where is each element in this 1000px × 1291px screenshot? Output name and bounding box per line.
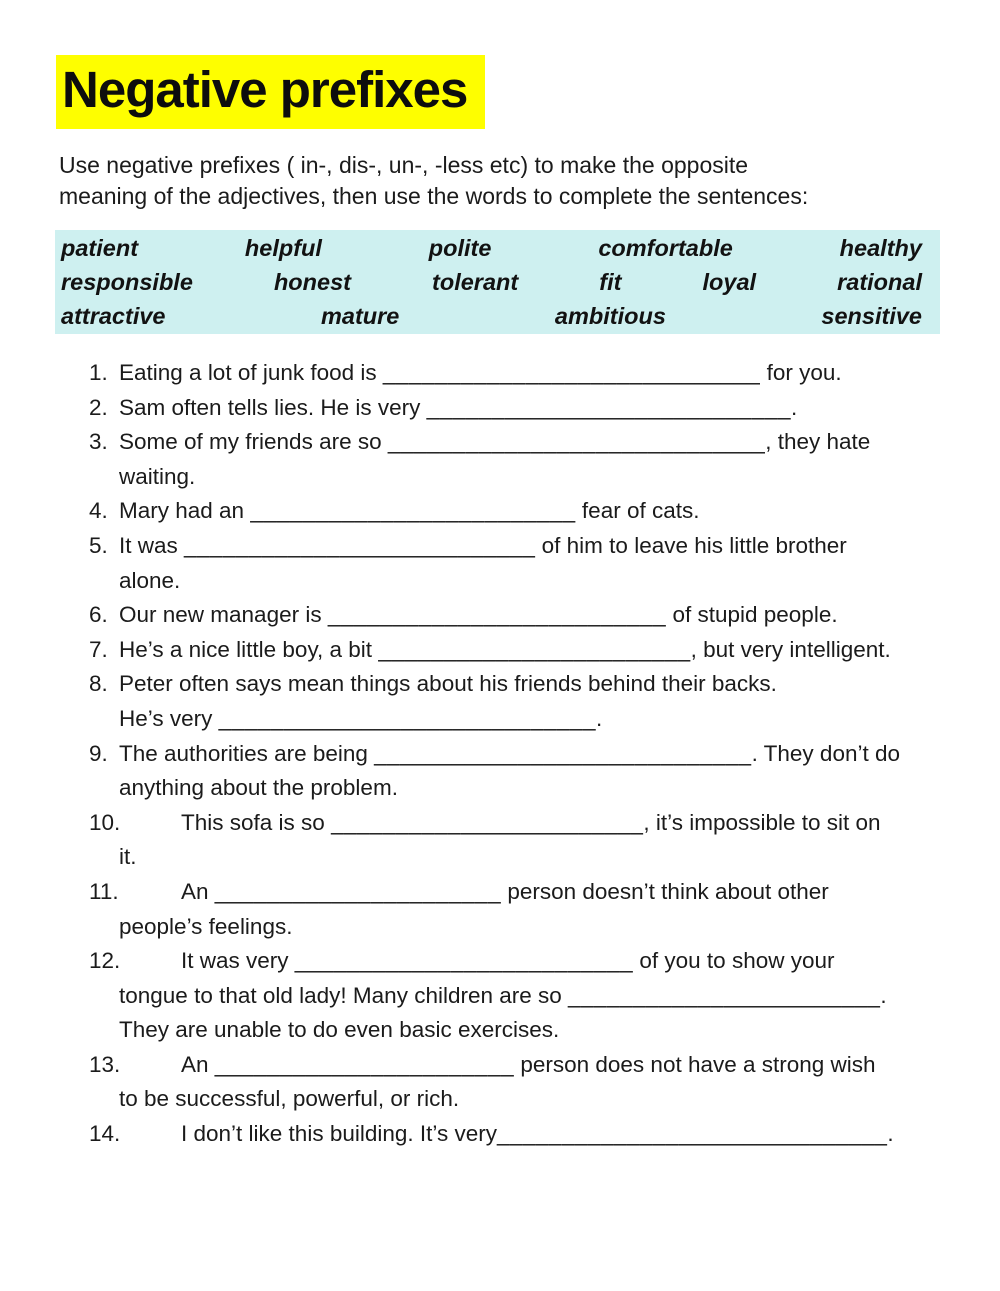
item-sentence-continuation: to be successful, powerful, or rich. [119, 1086, 460, 1112]
instructions [59, 150, 949, 212]
item-number: 7. [89, 636, 108, 662]
item-sentence: Peter often says mean things about his friends behind their backs. [119, 671, 777, 697]
exercise-item-10 [57, 806, 957, 875]
answer-blank[interactable]: _____________________________ [218, 705, 597, 731]
exercise-item-7 [57, 633, 957, 668]
word-bank [55, 230, 940, 334]
item-sentence-continuation: They are unable to do even basic exercises. [119, 1017, 560, 1043]
item-sentence-continuation: tongue to that old lady! Many children are so ________________________. [119, 982, 887, 1008]
word-bank-word: honest [273, 269, 351, 295]
item-sentence: It was ___________________________ of him to leave his little brother [119, 532, 847, 558]
answer-blank[interactable]: _____________________________ [374, 740, 752, 766]
exercise-item-13 [57, 1048, 957, 1117]
item-number: 8. [89, 671, 108, 697]
word-bank-word: comfortable [598, 235, 733, 261]
item-sentence-continuation: it. [119, 844, 137, 870]
item-sentence-continuation: waiting. [119, 463, 196, 489]
word-bank-word: fit [599, 269, 622, 295]
item-number: 10. [89, 809, 121, 835]
word-bank-word: responsible [61, 269, 193, 295]
word-bank-row-1 [61, 231, 922, 265]
answer-blank[interactable]: ___________________________ [184, 532, 536, 558]
exercise-item-12 [57, 944, 957, 1048]
word-bank-word: patient [61, 235, 139, 261]
exercise-item-1 [57, 356, 957, 391]
item-number: 9. [89, 740, 108, 766]
item-number: 4. [89, 498, 108, 524]
item-number: 1. [89, 360, 108, 385]
answer-blank[interactable]: ______________________________ [497, 1121, 888, 1147]
instructions-line-1: Use negative prefixes ( in-, dis-, un-, -less etc) to make the opposite [59, 152, 749, 178]
exercise-item-2 [57, 391, 957, 426]
item-number: 12. [89, 948, 121, 974]
answer-blank[interactable]: ________________________ [331, 809, 644, 835]
item-sentence: The authorities are being _____________________________. They don’t do [119, 740, 900, 766]
exercise-item-6 [57, 598, 957, 633]
word-bank-word: ambitious [554, 303, 666, 329]
item-number: 14. [89, 1121, 121, 1147]
word-bank-word: loyal [702, 269, 757, 295]
item-sentence-continuation: people’s feelings. [119, 913, 293, 939]
exercise-item-11 [57, 875, 957, 944]
exercise-item-4 [57, 494, 957, 529]
exercise-item-8 [57, 667, 957, 736]
item-number: 6. [89, 602, 108, 628]
exercise-item-14 [57, 1117, 957, 1152]
item-sentence: Sam often tells lies. He is very ____________________________. [119, 394, 798, 420]
item-number: 13. [89, 1051, 121, 1077]
item-sentence: I don’t like this building. It’s very______________________________. [181, 1121, 894, 1147]
item-sentence: Our new manager is __________________________ of stupid people. [119, 602, 838, 628]
answer-blank[interactable]: _______________________ [214, 1051, 515, 1077]
item-sentence: It was very __________________________ of you to show your [181, 948, 835, 974]
answer-blank[interactable]: ________________________ [378, 636, 691, 662]
instructions-line-2: meaning of the adjectives, then use the words to complete the sentences: [59, 183, 809, 209]
answer-blank[interactable]: ________________________ [568, 982, 881, 1008]
answer-blank[interactable]: __________________________ [294, 948, 634, 974]
word-bank-word: rational [837, 269, 922, 295]
word-bank-row-3 [61, 299, 922, 333]
item-sentence-continuation: He’s very _____________________________. [119, 705, 603, 731]
item-number: 3. [89, 429, 108, 455]
answer-blank[interactable]: __________________________ [327, 602, 667, 628]
item-sentence: He’s a nice little boy, a bit ________________________, but very intelligent. [119, 636, 891, 662]
word-bank-word: polite [428, 235, 492, 261]
exercise-item-9 [57, 737, 957, 806]
exercise-item-3 [57, 425, 957, 494]
word-bank-word: healthy [839, 235, 922, 261]
answer-blank[interactable]: _________________________ [250, 498, 576, 524]
item-number: 2. [89, 394, 108, 420]
word-bank-word: attractive [61, 303, 166, 329]
item-sentence: Mary had an _________________________ fear of cats. [119, 498, 700, 524]
item-sentence: This sofa is so ________________________, it’s impossible to sit on [181, 809, 881, 835]
answer-blank[interactable]: ______________________ [214, 878, 502, 904]
answer-blank[interactable]: ____________________________ [426, 394, 791, 420]
word-bank-word: mature [321, 303, 400, 329]
item-sentence-continuation: alone. [119, 567, 181, 593]
item-number: 5. [89, 532, 108, 558]
page-title: Negative prefixes [56, 55, 485, 129]
item-number: 11. [89, 878, 119, 904]
item-sentence: Eating a lot of junk food is _____________________________ for you. [119, 360, 842, 385]
answer-blank[interactable]: _____________________________ [387, 429, 766, 455]
word-bank-word: tolerant [432, 269, 519, 295]
answer-blank[interactable]: _____________________________ [382, 360, 761, 385]
word-bank-word: helpful [244, 235, 322, 261]
exercise-list [57, 356, 957, 1152]
item-sentence: Some of my friends are so _____________________________, they hate [119, 429, 871, 455]
item-sentence: An ______________________ person doesn’t think about other [181, 878, 829, 904]
item-sentence-continuation: anything about the problem. [119, 775, 398, 801]
exercise-item-5 [57, 529, 957, 598]
word-bank-row-2 [61, 265, 922, 299]
item-sentence: An _______________________ person does not have a strong wish [181, 1051, 876, 1077]
word-bank-word: sensitive [821, 303, 922, 329]
